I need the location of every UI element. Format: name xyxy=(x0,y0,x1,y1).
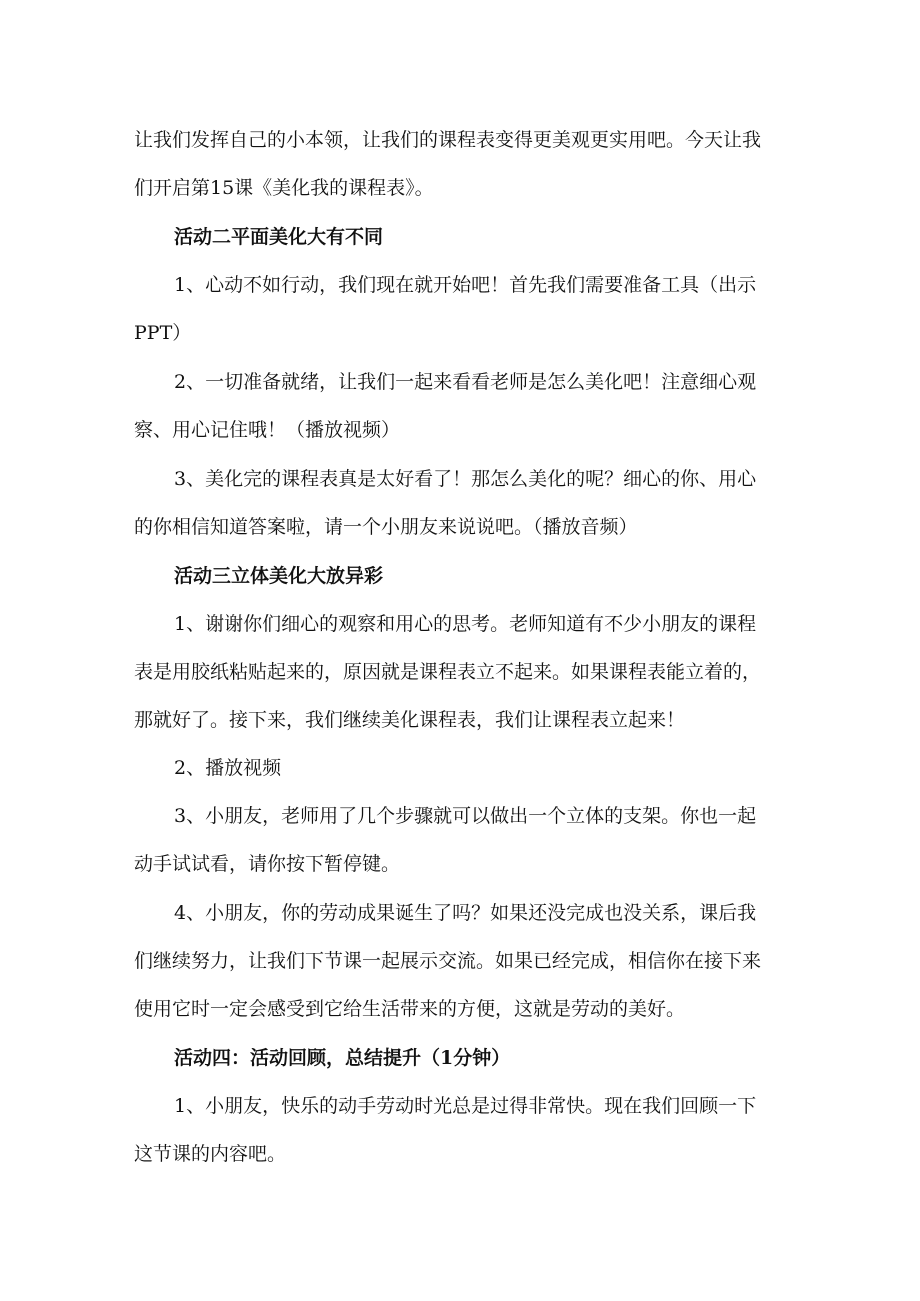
section-heading-activity-2 xyxy=(134,213,794,261)
activity-4-item-1 xyxy=(134,1082,794,1178)
heading-text: 活动四：活动回顾，总结提升（1分钟） xyxy=(174,1047,511,1069)
section-heading-activity-3 xyxy=(134,552,794,600)
text-line: 3、小朋友，老师用了几个步骤就可以做出一个立体的支架。你也一起 xyxy=(174,805,757,827)
text-line: 让我们发挥自己的小本领，让我们的课程表变得更美观更实用吧。今天让我 xyxy=(134,129,762,151)
text-line: 表是用胶纸粘贴起来的，原因就是课程表立不起来。如果课程表能立着的， xyxy=(134,661,762,683)
activity-3-item-2 xyxy=(134,744,794,792)
text-line: 3、美化完的课程表真是太好看了！那怎么美化的呢？细心的你、用心 xyxy=(174,468,757,490)
activity-2-item-1 xyxy=(134,261,794,357)
activity-3-item-1 xyxy=(134,600,794,744)
text-line: 使用它时一定会感受到它给生活带来的方便，这就是劳动的美好。 xyxy=(134,998,686,1020)
activity-3-item-4 xyxy=(134,889,794,1033)
text-line: 2、一切准备就绪，让我们一起来看看老师是怎么美化吧！注意细心观 xyxy=(174,371,757,393)
text-line: 们继续努力，让我们下节课一起展示交流。如果已经完成，相信你在接下来 xyxy=(134,950,762,972)
text-line: 2、播放视频 xyxy=(174,757,282,779)
activity-3-item-3 xyxy=(134,792,794,888)
text-line: 1、小朋友，快乐的动手劳动时光总是过得非常快。现在我们回顾一下 xyxy=(174,1095,757,1117)
text-line: 的你相信知道答案啦，请一个小朋友来说说吧。（播放音频） xyxy=(134,516,638,538)
activity-2-item-3 xyxy=(134,455,794,551)
text-line: 那就好了。接下来，我们继续美化课程表，我们让课程表立起来！ xyxy=(134,709,686,731)
heading-text: 活动三立体美化大放异彩 xyxy=(174,565,384,587)
text-line: 这节课的内容吧。 xyxy=(134,1143,287,1165)
section-heading-activity-4 xyxy=(134,1034,794,1082)
text-line: 动手试试看，请你按下暂停键。 xyxy=(134,853,401,875)
text-line: PPT） xyxy=(134,322,192,344)
heading-text: 活动二平面美化大有不同 xyxy=(174,226,384,248)
text-line: 4、小朋友，你的劳动成果诞生了吗？如果还没完成也没关系，课后我 xyxy=(174,902,757,924)
activity-2-item-2 xyxy=(134,358,794,454)
intro-paragraph xyxy=(134,116,794,212)
text-line: 察、用心记住哦！（播放视频） xyxy=(134,419,401,441)
text-line: 1、谢谢你们细心的观察和用心的思考。老师知道有不少小朋友的课程 xyxy=(174,613,757,635)
text-line: 1、心动不如行动，我们现在就开始吧！首先我们需要准备工具（出示 xyxy=(174,274,757,296)
text-line: 们开启第15课《美化我的课程表》。 xyxy=(134,177,434,199)
